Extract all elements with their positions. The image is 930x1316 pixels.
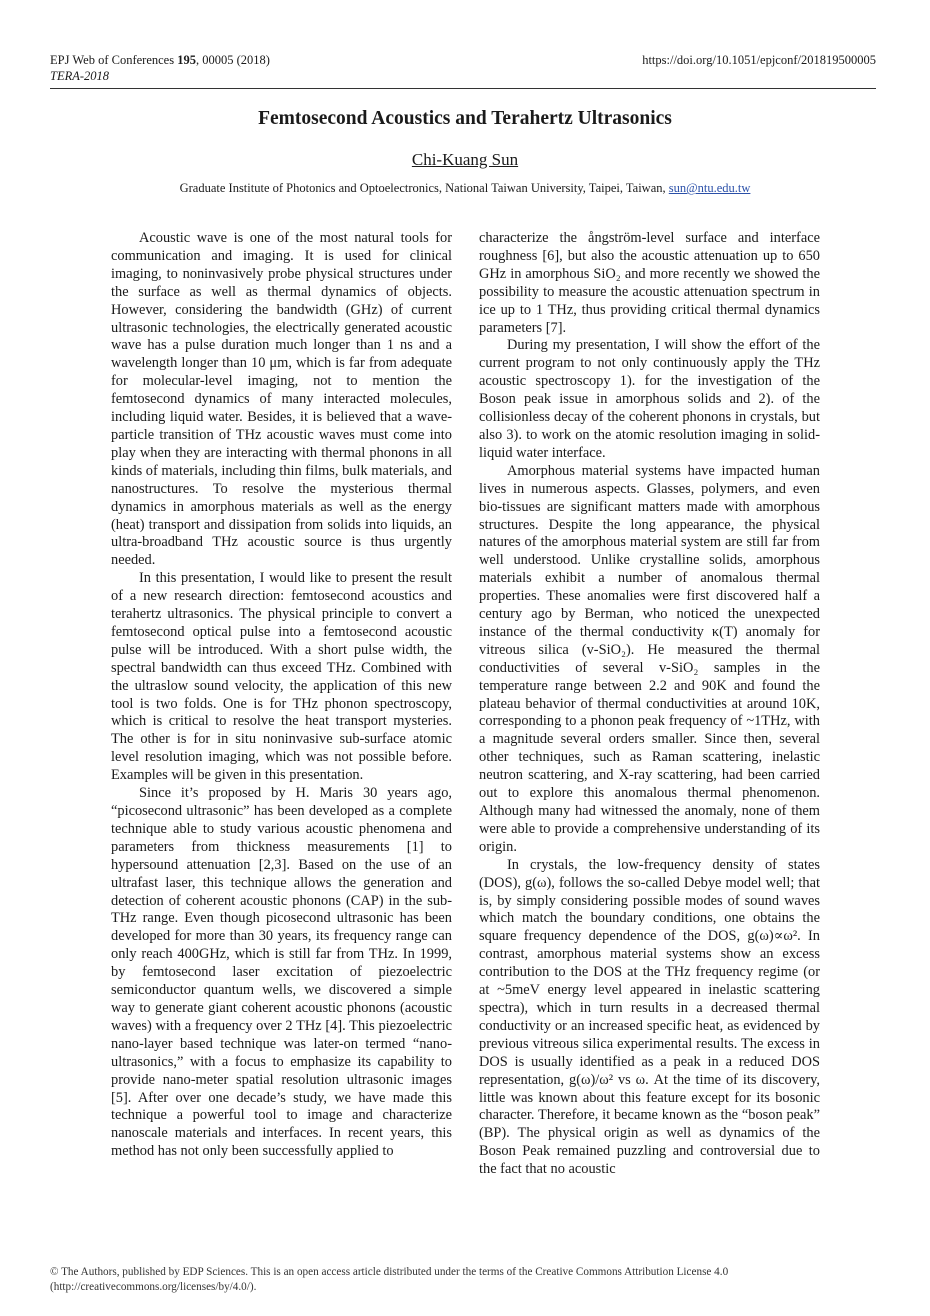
journal-volume: 195	[177, 53, 196, 67]
paragraph: Since it’s proposed by H. Maris 30 years ago, “picosecond ultrasonic” has been developed as a complete technique able to study various acoustic phenomena and parameters from thickness measurements [1] to hypersound attenuation [2,3]. Based on the use of an ultrafast laser, this technique allows the generation and detection of coherent acoustic phonons (CAP) in the sub-THz range. Even though picosecond ultrasonic has been developed for more than 30 years, its frequency range can only reach 400GHz, which is still far from THz. In 1999, by femtosecond laser excitation of piezoelectric semiconductor quantum wells, we discovered a simple way to generate giant coherent acoustic phonons (acoustic waves) with a frequency over 2 THz [4]. This piezoelectric nano-layer based technique was later-on termed “nano-ultrasonics,” with a focus to emphasize its capability to provide nano-meter spatial resolution ultrasonic images [5]. After over one decade’s study, we have made this technique a powerful tool to image and characterize nanoscale materials and interfaces. In recent years, this method has not only been successfully applied to	[111, 785, 452, 1160]
paper-title: Femtosecond Acoustics and Terahertz Ultrasonics	[258, 108, 672, 129]
license-footer: © The Authors, published by EDP Sciences. This is an open access article distributed under the terms of the Creative Commons Attribution License 4.0 (http://creativecommons.org/licenses/by/4.0/).	[50, 1266, 729, 1293]
author-email-link[interactable]: sun@ntu.edu.tw	[668, 181, 751, 195]
paragraph: In crystals, the low-frequency density of states (DOS), g(ω), follows the so-called Debye model well; that is, by simply considering possible modes of sound waves which match the boundary conditions, one obtains the square frequency dependence of the DOS, g(ω)∝ω². In contrast, amorphous material systems show an excess contribution to the DOS at the THz frequency regime (or at ~5meV energy level appeared in inelastic scattering spectra), which in turn results in a decreased thermal conductivity or an increased specific heat, as evidenced by previous vitreous silica experimental results. The excess in DOS is usually identified as a peak in a reduced DOS representation, g(ω)/ω² vs ω. At the time of its discovery, little was known about this feature except for its bosonic character. Therefore, it became known as the “boson peak” (BP). The physical origin as well as dynamics of the Boson Peak remained puzzling and controversial due to the fact that no acoustic	[479, 856, 820, 1178]
article-number: , 00005 (2018)	[195, 53, 270, 67]
paragraph: Amorphous material systems have impacted human lives in numerous aspects. Glasses, polymers, and even bio-tissues are significant matters made with amorphous structures. Despite the long appearance, the physical natures of the amorphous material system are still far from well understood. Unlike crystalline solids, amorphous materials exhibit a number of anomalous thermal properties. These anomalies were first discovered half a century ago by Berman, who noticed the unexpected instance of the thermal conductivity κ(T) anomaly for vitreous silica (v-SiO₂). He measured the thermal conductivities of several v-SiO₂ samples in the temperature range between 2.2 and 90K and found the plateau behavior of thermal conductivities at around 10K, corresponding to a phonon peak frequency of ~1THz, with a magnitude several orders smaller. Since then, several other techniques, such as Raman scattering, inelastic neutron scattering, and X-ray scattering, had been carried out to explore this anomalous thermal phenomenon. Although many had witnessed the anomaly, none of them were able to provide a comprehensive understanding of its origin.	[479, 462, 820, 855]
journal-prefix: EPJ Web of Conferences	[50, 53, 178, 67]
left-column	[111, 230, 452, 1161]
doi-link[interactable]: https://doi.org/10.1051/epjconf/201819500005	[642, 53, 876, 67]
conference-name: TERA-2018	[50, 69, 110, 83]
paragraph: In this presentation, I would like to present the result of a new research direction: femtosecond acoustics and terahertz ultrasonics. The physical principle to convert a femtosecond optical pulse into a femtosecond acoustic pulse will be introduced. With a short pulse width, the spectral bandwidth can thus exceed THz. Combined with the ultraslow sound velocity, the application of this new tool is two folds. One is for THz phonon spectroscopy, which is critical to resolve the heat transport mysteries. The other is for in situ noninvasive sub-surface atomic level resolution imaging, which was not possible before. Examples will be given in this presentation.	[111, 570, 452, 784]
header-divider	[50, 88, 876, 89]
paragraph: During my presentation, I will show the effort of the current program to not only continuously apply the THz acoustic spectroscopy 1). for the investigation of the Boson peak issue in amorphous solids and 2). of the collisionless decay of the coherent phonons in crystals, but also 3). to work on the atomic resolution imaging in solid-liquid water interface.	[479, 337, 820, 461]
right-column	[479, 230, 820, 1179]
affiliation-text: Graduate Institute of Photonics and Optoelectronics, National Taiwan University, Taipei, Taiwan,	[179, 181, 669, 195]
paragraph: Acoustic wave is one of the most natural tools for communication and imaging. It is used for clinical imaging, to noninvasively probe physical structures under the surface as well as thermal dynamics of objects. However, considering the bandwidth (GHz) of current ultrasonic technologies, the electrically generated acoustic wave has a pulse duration much longer than 1 ns and a wavelength longer than 10 μm, which is far from adequate for molecular-level imaging, not to mention the femtosecond dynamics of many interacted molecules, including liquid water. Besides, it is believed that a wave-particle transition of THz acoustic waves must come into play when they are interacting with thermal phonons in all kinds of materials, including thin films, bulk materials, and nanostructures. To resolve the mysterious thermal dynamics in amorphous materials as well as the energy (heat) transport and dissipation from solids into liquids, an ultra-broadband THz acoustic source is thus urgently needed.	[111, 230, 452, 569]
journal-citation	[50, 52, 270, 84]
paragraph: characterize the ångström-level surface and interface roughness [6], but also the acoustic attenuation up to 650 GHz in amorphous SiO₂ and more recently we showed the possibility to measure the acoustic attenuation spectrum in ice up to 1 THz, thus providing critical thermal dynamics parameters [7].	[479, 230, 820, 336]
author-line	[0, 150, 930, 170]
affiliation	[0, 181, 930, 196]
author-name[interactable]: Chi-Kuang Sun	[411, 150, 519, 169]
